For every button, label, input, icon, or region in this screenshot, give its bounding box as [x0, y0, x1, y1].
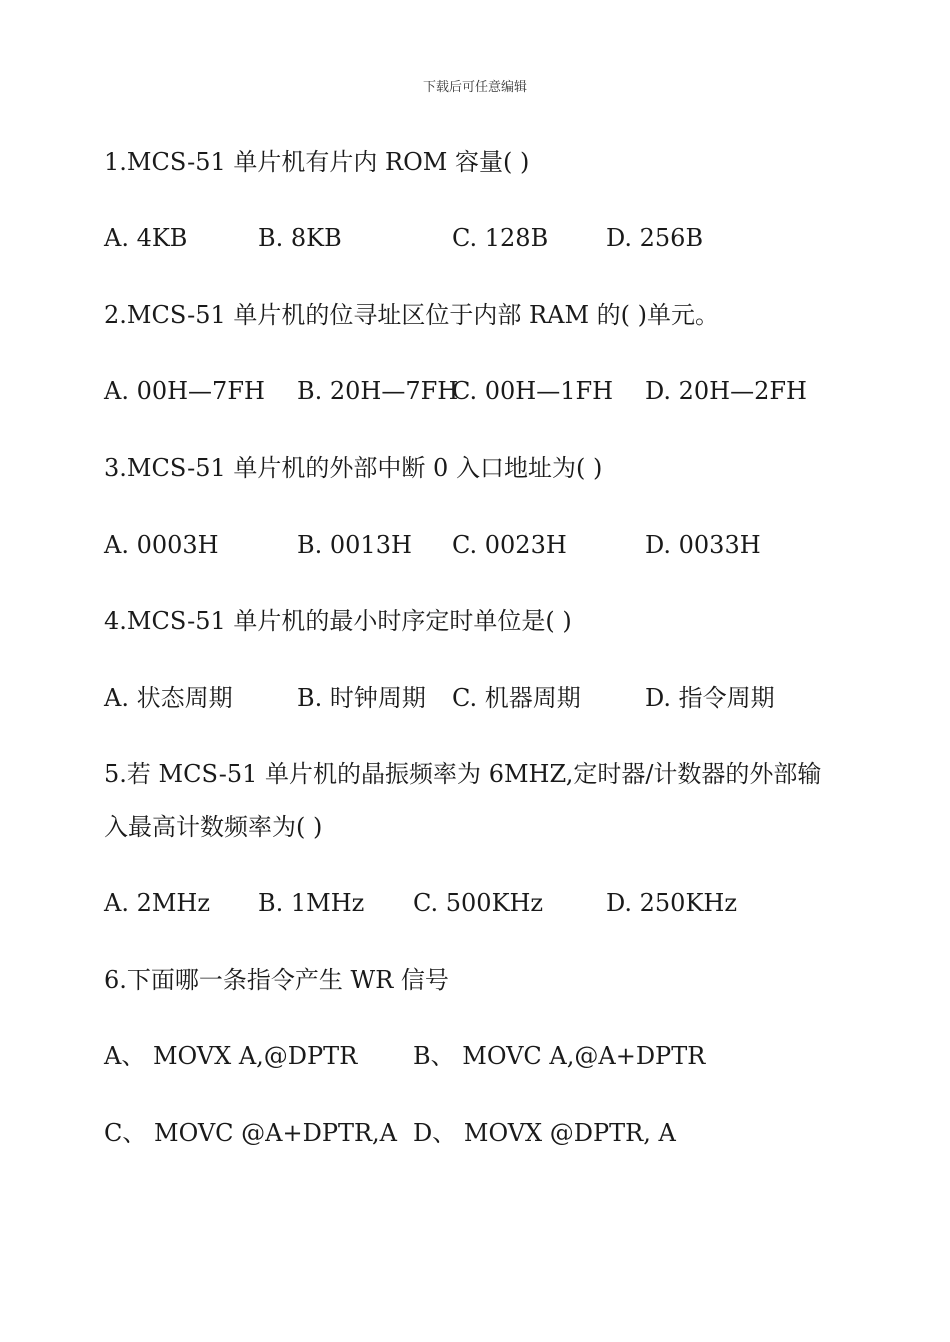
question-4-option-a: A. 状态周期: [104, 684, 233, 712]
question-3-option-a: A. 0003H: [104, 531, 219, 559]
question-2-option-a: A. 00H—7FH: [104, 377, 265, 405]
question-1-option-c: C. 128B: [452, 224, 549, 252]
question-2-option-b: B. 20H—7FH: [297, 377, 459, 405]
question-5-stem-line-2: 入最高计数频率为( ): [104, 813, 323, 841]
question-5-option-a: A. 2MHz: [104, 889, 211, 917]
question-2-stem: 2.MCS-51 单片机的位寻址区位于内部 RAM 的( )单元。: [104, 301, 720, 329]
question-1-option-d: D. 256B: [606, 224, 704, 252]
question-6-stem: 6.下面哪一条指令产生 WR 信号: [104, 966, 449, 994]
question-5-stem-line-1: 5.若 MCS-51 单片机的晶振频率为 6MHZ,定时器/计数器的外部输: [104, 760, 822, 788]
question-5-option-b: B. 1MHz: [258, 889, 365, 917]
question-5-option-d: D. 250KHz: [606, 889, 737, 917]
question-5-option-c: C. 500KHz: [413, 889, 544, 917]
question-6-option-d: D、 MOVX @DPTR, A: [413, 1119, 676, 1147]
question-2-option-c: C. 00H—1FH: [452, 377, 614, 405]
question-3-stem: 3.MCS-51 单片机的外部中断 0 入口地址为( ): [104, 454, 603, 482]
question-2-option-d: D. 20H—2FH: [645, 377, 807, 405]
page-header: 下载后可任意编辑: [422, 80, 527, 95]
question-3-option-b: B. 0013H: [297, 531, 412, 559]
question-1-option-b: B. 8KB: [258, 224, 342, 252]
question-4-option-c: C. 机器周期: [452, 684, 581, 712]
question-6-option-a: A、 MOVX A,@DPTR: [104, 1042, 358, 1070]
question-3-option-c: C. 0023H: [452, 531, 567, 559]
question-4-stem: 4.MCS-51 单片机的最小时序定时单位是( ): [104, 607, 572, 635]
question-6-option-c: C、 MOVC @A+DPTR,A: [104, 1119, 398, 1147]
question-6-option-b: B、 MOVC A,@A+DPTR: [413, 1042, 706, 1070]
question-1-option-a: A. 4KB: [104, 224, 188, 252]
question-4-option-d: D. 指令周期: [645, 684, 775, 712]
question-4-option-b: B. 时钟周期: [297, 684, 426, 712]
question-1-stem: 1.MCS-51 单片机有片内 ROM 容量( ): [104, 148, 530, 176]
question-3-option-d: D. 0033H: [645, 531, 761, 559]
